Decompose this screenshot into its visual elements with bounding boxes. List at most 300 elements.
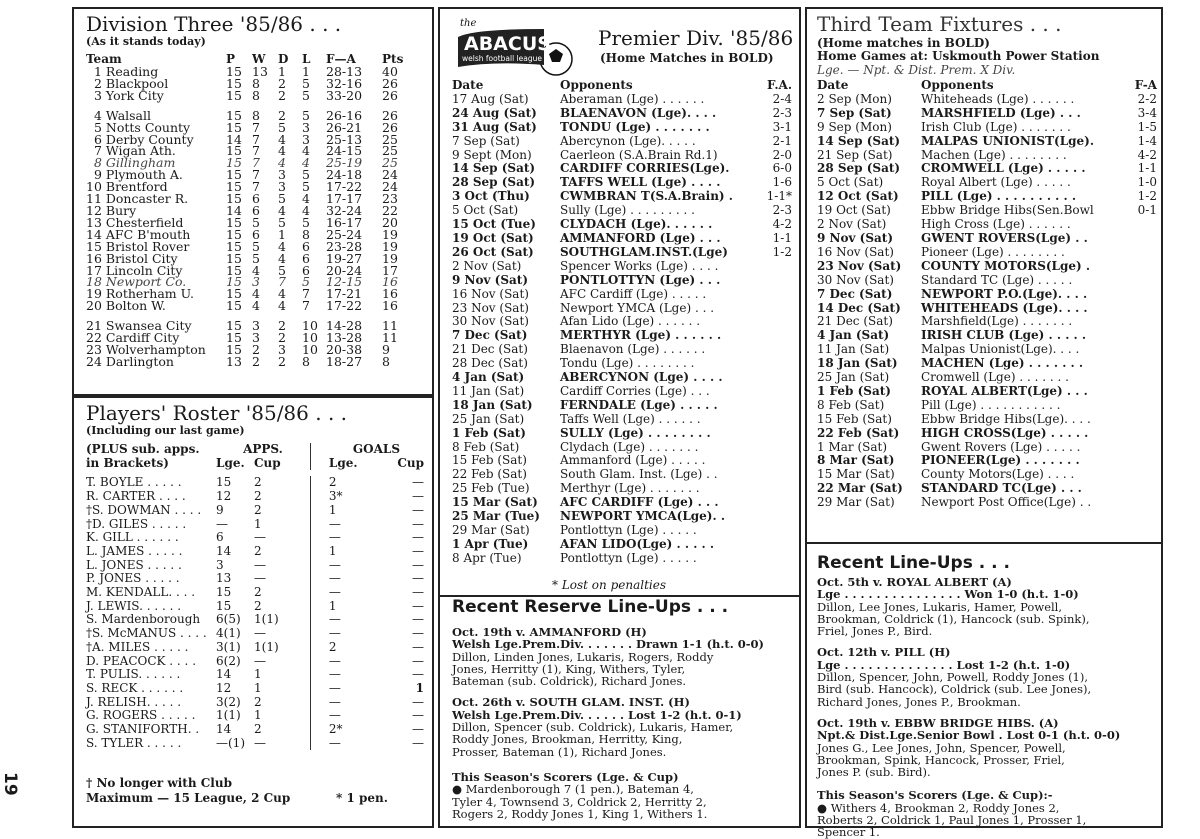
player-stat: 4(1) (216, 626, 241, 641)
lineup-heading: Oct. 12th v. PILL (H) (817, 645, 951, 660)
fixture-opponent: AFAN LIDO(Lge) . . . . . (560, 536, 715, 551)
team-stat: 14-28 (326, 318, 363, 334)
roster-row (86, 518, 424, 532)
player-stat: 2 (328, 639, 337, 654)
team-name: 4 Walsall (94, 107, 152, 123)
team-stat: 2 (278, 107, 286, 123)
col-d: D (278, 52, 289, 66)
team-stat: 24-15 (326, 143, 363, 159)
fixture-opponent: Newport YMCA (Lge) . . . (560, 300, 715, 315)
fixture-result (758, 468, 792, 482)
fixture-date: 2 Sep (Mon) (817, 91, 892, 106)
fixture-opponent: Royal Albert (Lge) . . . . . (921, 175, 1071, 190)
fixture-result (1123, 357, 1157, 371)
fixture-date: 21 Dec (Sat) (452, 342, 528, 357)
team-stat: 15 (226, 75, 242, 91)
fixture-row (452, 315, 792, 329)
team-stat: 5 (302, 167, 310, 183)
premier-col-fa: F.A. (767, 78, 792, 92)
fixture-row (817, 135, 1157, 149)
player-stat: 3* (328, 489, 343, 504)
fixture-opponent: Taffs Well (Lge) . . . . . . (560, 411, 701, 426)
fixture-result: 2-0 (772, 147, 792, 162)
fixture-result (758, 315, 792, 329)
player-stat: 1 (254, 680, 262, 695)
team-stat: 9 (382, 341, 390, 357)
player-stat: — (254, 557, 266, 572)
fixture-date: 16 Nov (Sat) (817, 244, 894, 259)
team-stat: 32-24 (326, 202, 363, 218)
fixture-result (758, 399, 792, 413)
team-name: 20 Bolton W. (86, 298, 166, 314)
player-stat: — (328, 735, 341, 750)
fixture-result: 4-2 (772, 217, 792, 232)
fixture-date: 7 Dec (Sat) (452, 328, 528, 343)
fixture-result (1123, 302, 1157, 316)
team-stat: 19 (382, 226, 398, 242)
fixture-result (758, 482, 792, 496)
fixture-row (817, 107, 1157, 121)
player-name: †D. GILES . . . . . (86, 516, 187, 531)
player-stat: — (254, 653, 266, 668)
player-stat: — (328, 667, 341, 682)
team-name: 16 Bristol City (86, 250, 178, 266)
player-name: K. GILL . . . . . . (86, 530, 179, 545)
player-stat: — (328, 708, 341, 723)
fixture-opponent: ABERCYNON (Lge) . . . . (560, 370, 723, 385)
team-name: 7 Wigan Ath. (94, 143, 176, 159)
third-title: Third Team Fixtures . . . (817, 12, 1062, 36)
fixture-opponent: Ammanford (Lge) . . . . . (560, 453, 706, 468)
reserve-scorers-title: This Season's Scorers (Lge. & Cup) (452, 769, 679, 784)
player-stat: — (412, 708, 424, 723)
team-stat: 24 (382, 179, 398, 195)
team-stat: 11 (382, 318, 398, 334)
fixture-date: 1 Apr (Tue) (452, 536, 529, 551)
fixture-date: 28 Sep (Sat) (817, 161, 901, 176)
team-stat: 7 (302, 286, 310, 302)
fixture-row (817, 482, 1157, 496)
premier-col-opp: Opponents (560, 78, 633, 92)
fixture-date: 18 Jan (Sat) (817, 356, 898, 371)
team-stat: 3 (278, 179, 286, 195)
roster-subtitle: (Including our last game) (86, 424, 245, 437)
team-stat: 4 (278, 155, 286, 171)
team-stat: 5 (302, 75, 310, 91)
team-stat: 8 (382, 353, 390, 369)
division-three-panel (72, 7, 434, 396)
fixture-row (452, 482, 792, 496)
player-name: L. JAMES . . . . . (86, 543, 183, 558)
fixture-opponent: IRISH CLUB (Lge) . . . . . (921, 328, 1087, 343)
fixture-result: 1-4 (1137, 133, 1157, 148)
fixture-result (758, 538, 792, 552)
lineup-players: Brookman, Coldrick (1), Hancock (sub. Spink), (817, 611, 1090, 626)
team-stat: 8 (252, 87, 260, 103)
team-name: 12 Bury (86, 202, 137, 218)
lineup-heading: Oct. 19th v. EBBW BRIDGE HIBS. (A) (817, 715, 1059, 730)
fixture-row (817, 176, 1157, 190)
team-stat: 15 (226, 107, 242, 123)
team-stat: 5 (278, 191, 286, 207)
team-stat: 22 (382, 202, 398, 218)
fixture-opponent: MARSHFIELD (Lge) . . . (921, 105, 1081, 120)
fixture-row (452, 121, 792, 135)
fixture-date: 18 Jan (Sat) (452, 397, 533, 412)
fixture-opponent: Sully (Lge) . . . . . . . . . (560, 203, 695, 218)
fixture-date: 22 Feb (Sat) (452, 467, 527, 482)
team-stat: 24 (382, 167, 398, 183)
player-stat: 3(1) (216, 639, 241, 654)
team-stat: 15 (226, 318, 242, 334)
team-stat: 26 (382, 75, 398, 91)
player-name: T. BOYLE . . . . . (86, 475, 182, 490)
fixture-date: 2 Nov (Sat) (452, 258, 522, 273)
fixture-result (1123, 427, 1157, 441)
roster-row (86, 723, 424, 737)
player-name: M. KENDALL. . . . (86, 585, 196, 600)
third-col-opp: Opponents (921, 78, 994, 92)
fixture-row (452, 204, 792, 218)
team-stat: 16-17 (326, 214, 363, 230)
team-stat: 8 (302, 226, 310, 242)
goals-lge: Lge. (328, 455, 358, 470)
fixture-date: 2 Nov (Sat) (817, 217, 887, 232)
fixture-row (452, 510, 792, 524)
fixture-opponent: CWMBRAN T(S.A.Brain) . (560, 189, 733, 204)
fixture-row (817, 302, 1157, 316)
player-stat: — (412, 667, 424, 682)
team-stat: 2 (278, 318, 286, 334)
logo-name: ABACUS (464, 33, 551, 55)
player-stat: 15 (216, 475, 232, 490)
fixture-opponent: CARDIFF CORRIES(Lge). (560, 161, 730, 176)
team-stat: 26 (382, 87, 398, 103)
fixture-date: 11 Jan (Sat) (817, 342, 890, 357)
team-stat: 25-13 (326, 131, 363, 147)
fixture-date: 4 Jan (Sat) (452, 370, 525, 385)
team-stat: 40 (382, 64, 398, 79)
lineup-players: Bateman (sub. Coldrick), Richard Jones. (452, 674, 687, 689)
fixture-opponent: PIONEER(Lge) . . . . . . . (921, 453, 1080, 468)
roster-row (86, 476, 424, 490)
fixture-row (452, 218, 792, 232)
player-stat: — (328, 571, 341, 586)
fixture-row (817, 149, 1157, 163)
fixture-row (452, 552, 792, 566)
team-name: 18 Newport Co. (86, 274, 187, 290)
team-stat: 4 (252, 298, 260, 314)
roster-footnote-pen: * 1 pen. (336, 791, 388, 805)
fixture-row (452, 496, 792, 510)
roster-row (86, 613, 424, 627)
lineup-players: Dillon, Spencer (sub. Coldrick), Lukaris, Hamer, (452, 720, 734, 735)
team-stat: 10 (302, 330, 318, 346)
lineup-players: Jones G., Lee Jones, John, Spencer, Powell, (817, 740, 1066, 755)
team-stat: 26 (382, 119, 398, 135)
roster-row (86, 572, 424, 586)
goals-cup: Cup (397, 455, 424, 470)
team-name: 21 Swansea City (86, 318, 192, 334)
team-stat: 15 (226, 119, 242, 135)
team-name: 10 Brentford (86, 179, 168, 195)
player-stat: 1(1) (254, 612, 279, 627)
fixture-date: 24 Aug (Sat) (452, 105, 537, 120)
team-stat: 25 (382, 131, 398, 147)
fixture-date: 11 Jan (Sat) (452, 383, 525, 398)
player-stat: 2 (254, 585, 262, 600)
fixture-row (817, 315, 1157, 329)
division-title: Division Three '85/86 . . . (86, 12, 342, 36)
player-stat: — (328, 612, 341, 627)
player-stat: — (412, 722, 424, 737)
roster-row (86, 682, 424, 696)
fixture-row (817, 162, 1157, 176)
roster-row (86, 737, 424, 751)
fixture-row (452, 329, 792, 343)
fixture-date: 9 Nov (Sat) (452, 272, 528, 287)
player-stat: — (412, 598, 424, 613)
player-name: †S. McMANUS . . . . (86, 626, 207, 641)
apps-lge: Lge. (216, 455, 245, 470)
fixture-date: 14 Sep (Sat) (817, 133, 901, 148)
fixture-opponent: PONTLOTTYN (Lge) . . . (560, 272, 721, 287)
third-subtitle: (Home matches in BOLD) (817, 36, 990, 50)
fixture-row (452, 357, 792, 371)
team-stat: 15 (226, 274, 242, 290)
team-stat: 6 (252, 191, 260, 207)
player-stat: — (412, 502, 424, 517)
team-stat: 20-24 (326, 262, 363, 278)
fixture-result (758, 385, 792, 399)
premier-title: Premier Div. '85/86 (598, 26, 794, 50)
fixture-result: 1-2 (772, 244, 792, 259)
fixture-opponent: Merthyr (Lge) . . . . . . . (560, 481, 700, 496)
fixture-date: 1 Mar (Sat) (817, 439, 888, 454)
player-stat: — (216, 516, 228, 531)
player-stat: — (254, 571, 266, 586)
team-stat: 6 (252, 202, 260, 218)
roster-footnote-max: Maximum — 15 League, 2 Cup (86, 791, 291, 805)
fixture-row (452, 468, 792, 482)
fixture-opponent: MALPAS UNIONIST(Lge). (921, 133, 1095, 148)
fixture-date: 30 Nov (Sat) (452, 314, 529, 329)
fixture-opponent: Malpas Unionist(Lge). . . . (921, 342, 1080, 357)
fixture-result: 2-4 (772, 91, 792, 106)
scorers-line: Tyler 4, Townsend 3, Coldrick 2, Herritty 2, (452, 794, 707, 809)
fixture-row (817, 427, 1157, 441)
fixture-date: 3 Oct (Thu) (452, 189, 530, 204)
table-row (86, 300, 424, 312)
player-stat: — (412, 489, 424, 504)
fixture-row (817, 121, 1157, 135)
team-stat: 4 (252, 286, 260, 302)
fixture-opponent: CROMWELL (Lge) . . . . . (921, 161, 1086, 176)
team-stat: 3 (252, 274, 260, 290)
col-p: P (226, 52, 236, 66)
fixture-opponent: Whiteheads (Lge) . . . . . . (921, 91, 1075, 106)
player-name: J. RELISH. . . . . (86, 694, 182, 709)
player-stat: 2 (254, 475, 262, 490)
fixture-opponent: PILL (Lge) . . . . . . . . . . (921, 189, 1077, 204)
fixture-row (452, 413, 792, 427)
fixture-result (758, 274, 792, 288)
fixture-date: 9 Nov (Sat) (817, 230, 893, 245)
fixture-row (452, 343, 792, 357)
fixture-opponent: HIGH CROSS(Lge) . . . . . (921, 425, 1089, 440)
fixture-date: 22 Feb (Sat) (817, 425, 900, 440)
team-stat: 7 (252, 143, 260, 159)
table-row (86, 356, 424, 368)
player-stat: 12 (216, 680, 232, 695)
fixture-row (817, 454, 1157, 468)
player-stat: 1 (328, 502, 337, 517)
team-stat: 7 (252, 179, 260, 195)
fixture-opponent: AMMANFORD (Lge) . . . (560, 230, 721, 245)
fixture-row (817, 385, 1157, 399)
fixture-result (758, 260, 792, 274)
player-name: G. ROGERS . . . . . (86, 708, 196, 723)
player-stat: 2 (254, 694, 262, 709)
team-name: 23 Wolverhampton (86, 341, 206, 357)
roster-row (86, 641, 424, 655)
lineups-scorers-title: This Season's Scorers (Lge. & Cup):- (817, 788, 1053, 803)
page-number: 19 (0, 772, 20, 796)
fixture-result (1123, 482, 1157, 496)
fixture-opponent: MACHEN (Lge) . . . . . . . (921, 356, 1084, 371)
team-stat: 13 (226, 353, 242, 369)
fixture-date: 30 Nov (Sat) (817, 272, 894, 287)
team-stat: 7 (252, 119, 260, 135)
team-stat: 15 (226, 250, 242, 266)
team-stat: 15 (226, 191, 242, 207)
fixture-date: 19 Oct (Sat) (817, 203, 891, 218)
team-stat: 28-13 (326, 64, 363, 79)
scorers-line: ● Withers 4, Brookman 2, Roddy Jones 2, (817, 800, 1060, 815)
lineup-players: Brookman, Spink, Hancock, Prosser, Friel, (817, 752, 1065, 767)
fixture-date: 15 Feb (Sat) (817, 411, 892, 426)
team-stat: 2 (278, 330, 286, 346)
roster-title: Players' Roster '85/86 . . . (86, 401, 348, 425)
team-stat: 10 (302, 318, 318, 334)
fixture-result (758, 552, 792, 566)
team-name: 24 Darlington (86, 353, 174, 369)
fixture-opponent: Standard TC (Lge) . . . . . (921, 272, 1073, 287)
player-stat: — (412, 475, 424, 490)
fixture-result (1123, 246, 1157, 260)
fixture-row (817, 329, 1157, 343)
team-stat: 2 (278, 353, 286, 369)
lineup-heading: Oct. 5th v. ROYAL ALBERT (A) (817, 575, 1012, 589)
scorers-line: Rogers 2, Roddy Jones 1, King 1, Withers 1. (452, 806, 708, 821)
fixture-date: 15 Mar (Sat) (817, 467, 895, 482)
team-stat: 17-21 (326, 286, 363, 302)
team-stat: 20-38 (326, 341, 363, 357)
lineup-competition: Lge . . . . . . . . . . . . . . . Won 1-0 (h.t. 1-0) (817, 587, 1079, 602)
fixture-row (452, 399, 792, 413)
table-row (86, 90, 424, 102)
player-name: G. STANIFORTH. . (86, 722, 200, 737)
roster-row (86, 559, 424, 573)
team-name: 1 Reading (94, 64, 159, 79)
fixture-result (758, 413, 792, 427)
fixture-result: 1-6 (772, 175, 792, 190)
fixture-row (817, 218, 1157, 232)
roster-note-2: in Brackets) (86, 455, 169, 470)
lineup-heading: Oct. 19th v. AMMANFORD (H) (452, 625, 647, 639)
fixture-row (817, 413, 1157, 427)
fixture-row (452, 524, 792, 538)
player-stat: 6 (216, 530, 224, 545)
player-stat: — (412, 530, 424, 545)
fixture-date: 21 Sep (Sat) (817, 147, 893, 162)
fixture-opponent: Cromwell (Lge) . . . . . . . (921, 370, 1069, 385)
team-stat: 19 (382, 238, 398, 254)
fixture-opponent: MERTHYR (Lge) . . . . . . (560, 328, 722, 343)
player-stat: 1 (328, 543, 337, 558)
team-stat: 16 (382, 286, 398, 302)
fixture-opponent: BLAENAVON (Lge). . . . (560, 105, 717, 120)
fixture-date: 8 Feb (Sat) (452, 439, 520, 454)
goals-heading: GOALS (352, 442, 401, 456)
lineup-competition: Welsh Lge.Prem.Div. . . . . . Lost 1-2 (h.t. 0-1) (452, 707, 742, 722)
lineup-competition: Npt.& Dist.Lge.Senior Bowl . Lost 0-1 (h.t. 0-0) (817, 728, 1121, 743)
fixture-opponent: Tondu (Lge) . . . . . . . . (560, 356, 695, 371)
team-stat: 15 (226, 298, 242, 314)
player-name: †A. MILES . . . . . (86, 639, 189, 654)
team-stat: 7 (252, 131, 260, 147)
team-stat: 4 (278, 250, 286, 266)
team-stat: 5 (252, 214, 260, 230)
abacus-logo (454, 15, 576, 77)
player-stat: 2 (254, 722, 262, 737)
fixture-opponent: ROYAL ALBERT(Lge) . . . (921, 383, 1088, 398)
fixture-result (758, 371, 792, 385)
fixture-row (452, 454, 792, 468)
fixture-opponent: TAFFS WELL (Lge) . . . . (560, 175, 721, 190)
team-stat: 19 (382, 250, 398, 266)
fixture-row (452, 162, 792, 176)
fixture-date: 1 Feb (Sat) (452, 425, 526, 440)
team-stat: 5 (252, 250, 260, 266)
fixture-opponent: Caerleon (S.A.Brain Rd.1) (560, 147, 718, 162)
fixture-result (758, 357, 792, 371)
fixture-date: 14 Sep (Sat) (452, 161, 536, 176)
team-stat: 1 (278, 226, 286, 242)
fixture-date: 23 Nov (Sat) (452, 300, 529, 315)
fixture-result: 2-1 (772, 133, 792, 148)
fixture-opponent: COUNTY MOTORS(Lge) . (921, 258, 1091, 273)
player-stat: 1 (328, 598, 337, 613)
fixture-opponent: NEWPORT P.O.(Lge). . . . (921, 286, 1088, 301)
lineup-competition: Welsh Lge.Prem.Div. . . . . . . Drawn 1-1 (h.t. 0-0) (452, 637, 764, 652)
player-stat: — (412, 612, 424, 627)
roster-note-1: (PLUS sub. apps. (86, 442, 200, 456)
team-stat: 4 (302, 143, 310, 159)
team-stat: 26-16 (326, 107, 363, 123)
player-stat: — (328, 694, 341, 709)
fixture-result (1123, 399, 1157, 413)
player-stat: — (412, 557, 424, 572)
team-stat: 6 (302, 238, 310, 254)
lineup-players: Bird (sub. Hancock), Coldrick (sub. Lee Jones), (817, 682, 1092, 697)
fixture-date: 25 Jan (Sat) (817, 370, 890, 385)
roster-row (86, 586, 424, 600)
fixture-opponent: Abercynon (Lge). . . . . (560, 133, 696, 148)
roster-row (86, 655, 424, 669)
lineup-block (817, 576, 1153, 637)
fixture-result (1123, 496, 1157, 510)
